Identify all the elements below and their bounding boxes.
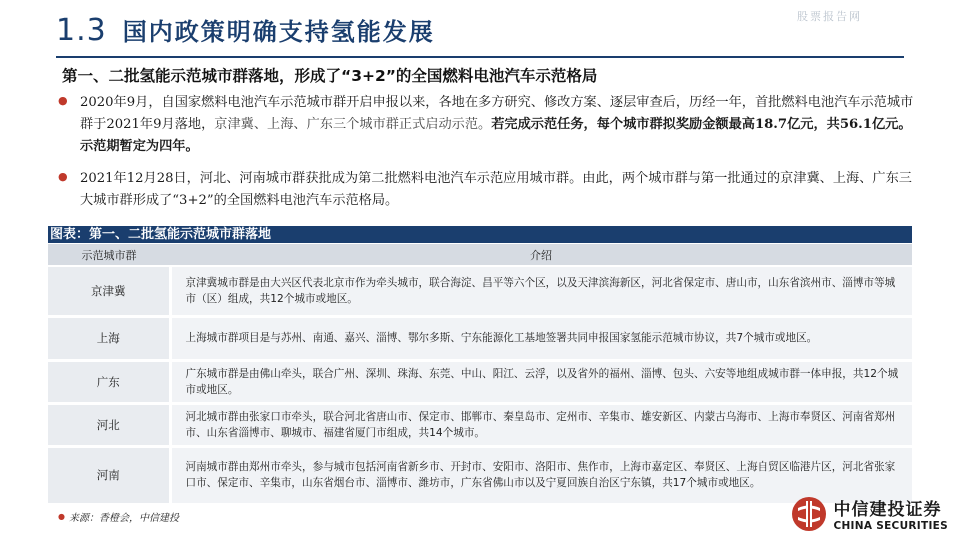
logo-name-cn: 中信建投证券 xyxy=(833,500,942,520)
slide-subtitle: 第一、二批氢能示范城市群落地，形成了“3+2”的全国燃料电池汽车示范格局 xyxy=(62,67,598,85)
watermark: 股票报告网 xyxy=(797,10,862,23)
table-row xyxy=(48,446,912,504)
bullet-item xyxy=(58,92,918,158)
logo-name-en: CHINA SECURITIES xyxy=(833,520,948,532)
cluster-desc: 河南城市群由郑州市牵头，参与城市包括河南省新乡市、开封市、安阳市、洛阳市、焦作市，上海市嘉定区、奉贤区、上海自贸区临港片区，河北省张家口市、保定市、辛集市，山东省烟台市、淄博市、潍坊市，广东省佛山市以及宁夏回族自治区宁东镇，共17个城市或地区。 xyxy=(170,446,912,504)
column-header-desc: 介绍 xyxy=(170,244,912,266)
table-row xyxy=(48,266,912,316)
bullet-dot-icon: ● xyxy=(58,94,68,107)
bullet-text: 2021年12月28日，河北、河南城市群获批成为第二批燃料电池汽车示范应用城市群。由此，两个城市群与第一批通过的京津冀、上海、广东三大城市群形成了“3+2”的全国燃料电池汽车示范格局。 xyxy=(80,171,912,208)
cluster-name: 广东 xyxy=(48,360,170,403)
bullet-text-highlight: 京津冀、上海、广东三个城市群正式启动示范。 xyxy=(214,117,492,132)
cluster-name: 上海 xyxy=(48,316,170,360)
bullet-item xyxy=(58,168,918,212)
bullet-dot-icon: ● xyxy=(58,170,68,183)
bullet-text xyxy=(80,92,918,158)
source-text: 来源：香橙会，中信建投 xyxy=(68,513,179,524)
cluster-name: 河北 xyxy=(48,403,170,446)
cluster-name: 京津冀 xyxy=(48,266,170,316)
cluster-desc: 广东城市群是由佛山牵头，联合广州、深圳、珠海、东莞、中山、阳江、云浮，以及省外的福州、淄博、包头、六安等地组成城市群一体申报，共12个城市或地区。 xyxy=(170,360,912,403)
china-securities-logo-icon xyxy=(791,496,827,532)
slide-title xyxy=(56,12,435,48)
cluster-desc: 河北城市群由张家口市牵头，联合河北省唐山市、保定市、邯郸市、秦皇岛市、定州市、辛集市、雄安新区、内蒙古乌海市、上海市奉贤区、河南省郑州市、山东省淄博市、聊城市、福建省厦门市组成，共14个城市。 xyxy=(170,403,912,446)
table-row xyxy=(48,360,912,403)
source-note xyxy=(58,509,179,524)
cluster-desc: 京津冀城市群是由大兴区代表北京市作为牵头城市，联合海淀、昌平等六个区，以及天津滨海新区，河北省保定市、唐山市，山东省滨州市、淄博市等城市（区）组成，共12个城市或地区。 xyxy=(170,266,912,316)
title-divider xyxy=(56,56,904,58)
source-dot-icon: ● xyxy=(58,512,65,521)
bullet-list xyxy=(58,92,918,222)
bullet-text-bold: 若完成示范任务，每个城市群拟奖励金额最高18.7亿元，共56.1亿元。示范期暂定为四年。 xyxy=(80,117,912,154)
cluster-desc: 上海城市群项目是与苏州、南通、嘉兴、淄博、鄂尔多斯、宁东能源化工基地签署共同申报国家氢能示范城市协议，共7个城市或地区。 xyxy=(170,316,912,360)
table-row xyxy=(48,403,912,446)
column-header-name: 示范城市群 xyxy=(48,244,170,266)
cluster-name: 河南 xyxy=(48,446,170,504)
section-title: 国内政策明确支持氢能发展 xyxy=(122,18,435,46)
table-header-row xyxy=(48,244,912,266)
table-row xyxy=(48,316,912,360)
section-number: 1.3 xyxy=(56,13,107,48)
figure-title: 图表：第一、二批氢能示范城市群落地 xyxy=(48,226,912,243)
bullet-text-part: 2020年9月，自国家燃料电池汽车示范城市群开启申报以来，各地在多方研究、修改方案、逐层审查后，历经一年，首批燃料电池汽车示范城市群于2021年9月落地， xyxy=(80,95,914,132)
logo-text xyxy=(833,495,948,532)
cluster-table xyxy=(48,244,912,506)
company-logo xyxy=(791,495,948,532)
